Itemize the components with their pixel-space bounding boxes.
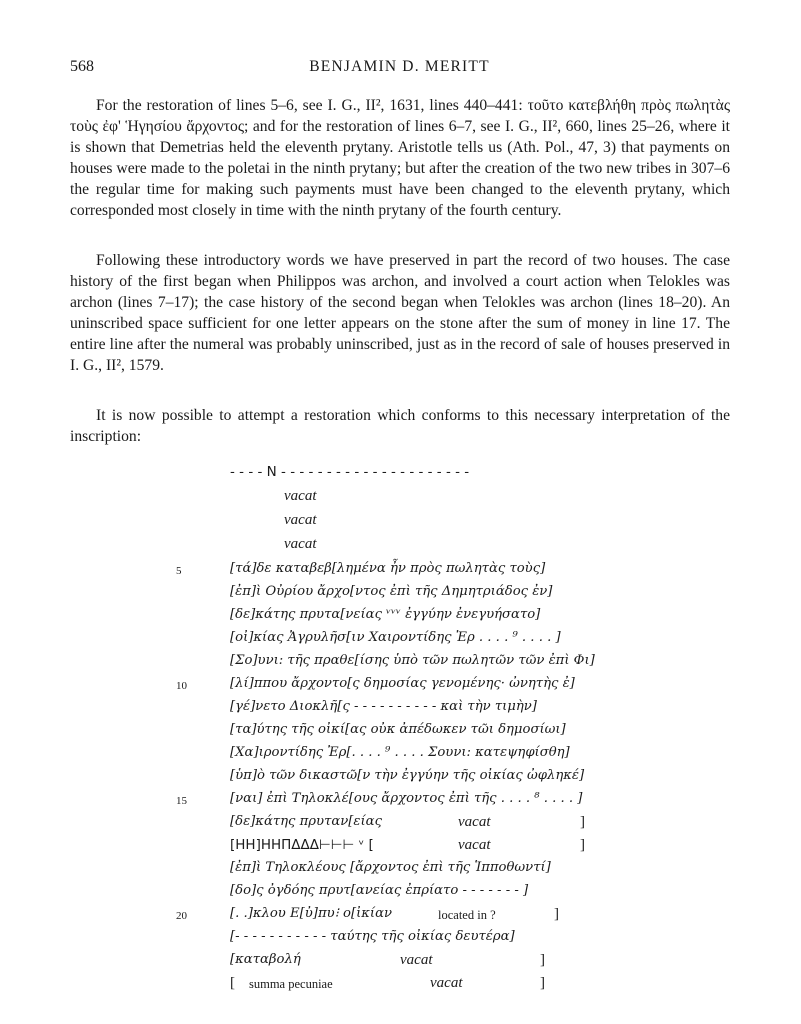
inscription-line-7 [0,607,801,629]
inscription-text: [. .]κλου Ε[ὐ]πυ⁝ ο[ἰκίαν [230,906,393,921]
inscription-line-4 [0,536,801,558]
inscription-line-1 [0,464,801,486]
inscription-line-9 [0,653,801,675]
inscription-line-6 [0,584,801,606]
inscription-line-5 [0,561,801,583]
vacat-note: vacat [400,952,433,968]
running-head: BENJAMIN D. MERITT [309,58,490,75]
inscription-line-19 [0,883,801,905]
line-number: 5 [176,565,182,577]
paragraph-two-houses: Following these introductory words we have preserved in part the record of two houses. The case history of the first began when Philippos was archon, and involved a court action when Telokles was archon (lines 7–17); the case history of the second began when Telokles was archon (lines 18–20). An uninscribed space sufficient for one letter appears on the stone after the sum of money in line 17. The entire line after the numeral was probably uninscribed, just as in the record of sale of houses preserved in I. G., II², 1579. [70,252,730,374]
closing-bracket: ] [540,952,545,968]
closing-bracket: ] [554,906,559,922]
inscription-text: [δο]ς ὀγδόης πρυτ[ανείας ἐπρίατο - - - - - - - ] [230,883,529,898]
inscription-line-11 [0,699,801,721]
inscription-text: [ἐπ]ὶ Τηλοκλέους [ἄρχοντος ἐπὶ τῆς Ἱπποθωντί] [230,860,551,875]
inscription-text: [καταβολή [230,952,301,967]
inscription-text: [δε]κάτης πρυταν[είας [230,814,382,829]
inscription-line-10 [0,676,801,698]
inscription-line-18 [0,860,801,882]
inscription-text: [Χα]ιροντίδης Ἐρ[. . . . ⁹ . . . . Σουνι: κατεψηφίσθη] [230,745,570,760]
numeral-sum: [HH]HHΠΔΔΔ⊢⊢⊢ ᵛ [ [230,837,374,853]
inscription-text: [λί]ππου ἄρχοντο[ς δημοσίας γενομένης· ὠνητὴς ἐ] [230,676,575,691]
paragraph-restoration-notes: For the restoration of lines 5–6, see I. G., II², 1631, lines 440–441: τοῦτο κατεβλήθη πρὸς πωλητὰς τοὺς ἐφ' Ἡγησίου ἄρχοντος; and for the restoration of lines 6–7, see I. G., II², 660, lines 25–26, where it is shown that Demetrias held the eleventh prytany. Aristotle tells us (Ath. Pol., 47, 3) that payments on houses were made to the poletai in the ninth prytany; but after the creation of the two new tribes in 307–6 the regular time for making such payments must have been changed to the eleventh prytany, which corresponded most closely in time with the ninth prytany of the fourth century. [70,97,730,219]
inscription-text: [Σο]υνι: τῆς πραθε[ίσης ὑπὸ τῶν πωλητῶν τῶν ἐπὶ Φι] [230,653,595,668]
inscription-line-23 [0,975,801,997]
inscription-line-17 [0,837,801,859]
paragraph-restoration-intro: It is now possible to attempt a restoration which conforms to this necessary interpretation of the inscription: [70,407,730,445]
inscription-text: [ναι] ἐπὶ Τηλοκλέ[ους ἄρχοντος ἐπὶ τῆς . . . . ⁸ . . . . ] [230,791,583,806]
inscription-text: [οἰ]κίας Ἀγρυλῆσ[ιν Χαιροντίδης Ἐρ . . . . ⁹ . . . . ] [230,630,561,645]
inscription-text: [ἐπ]ὶ Οὐρίου ἄρχο[ντος ἐπὶ τῆς Δημητριάδος ἐν] [230,584,553,599]
inscription-line-15 [0,791,801,813]
opening-bracket: [ [230,975,235,991]
inscription-line-14 [0,768,801,790]
vacat-note: vacat [284,488,317,504]
inscription-text: - - - - N - - - - - - - - - - - - - - - - - - - - - [230,464,470,480]
closing-bracket: ] [580,814,585,830]
vacat-note: vacat [284,512,317,528]
inscription-line-21 [0,929,801,951]
inscription-line-2 [0,488,801,510]
inscription-line-20 [0,906,801,928]
vacat-note: vacat [284,536,317,552]
summa-pecuniae-note: summa pecuniae [249,977,333,991]
closing-bracket: ] [580,837,585,853]
inscription-text: [ὑπ]ὸ τῶν δικαστῶ[ν τὴν ἐγγύην τῆς οἰκίας ὠφληκέ] [230,768,585,783]
inscription-line-8 [0,630,801,652]
closing-bracket: ] [540,975,545,991]
line-number: 15 [176,795,187,807]
line-number: 10 [176,680,187,692]
inscription-text: [τα]ύτης τῆς οἰκί[ας οὐκ ἀπέδωκεν τῶι δημοσίωι] [230,722,566,737]
location-note: located in ? [438,908,496,922]
inscription-text: [τά]δε καταβεβ[λημένα ἦν πρὸς πωλητὰς τοὺς] [230,561,546,576]
inscription-line-3 [0,512,801,534]
line-number: 20 [176,910,187,922]
inscription-line-13 [0,745,801,767]
vacat-note: vacat [458,837,491,853]
page-number: 568 [70,58,94,75]
inscription-line-22 [0,952,801,974]
vacat-note: vacat [458,814,491,830]
inscription-text: [γέ]νετο Διοκλῆ[ς - - - - - - - - - - καὶ τὴν τιμὴν] [230,699,537,714]
inscription-text: [- - - - - - - - - - - ταύτης τῆς οἰκίας δευτέρα] [230,929,515,944]
inscription-line-16 [0,814,801,836]
vacat-note: vacat [430,975,463,991]
inscription-text: [δε]κάτης πρυτα[νείας ᵛᵛᵛ ἐγγύην ἐνεγυήσατο] [230,607,541,622]
inscription-line-12 [0,722,801,744]
